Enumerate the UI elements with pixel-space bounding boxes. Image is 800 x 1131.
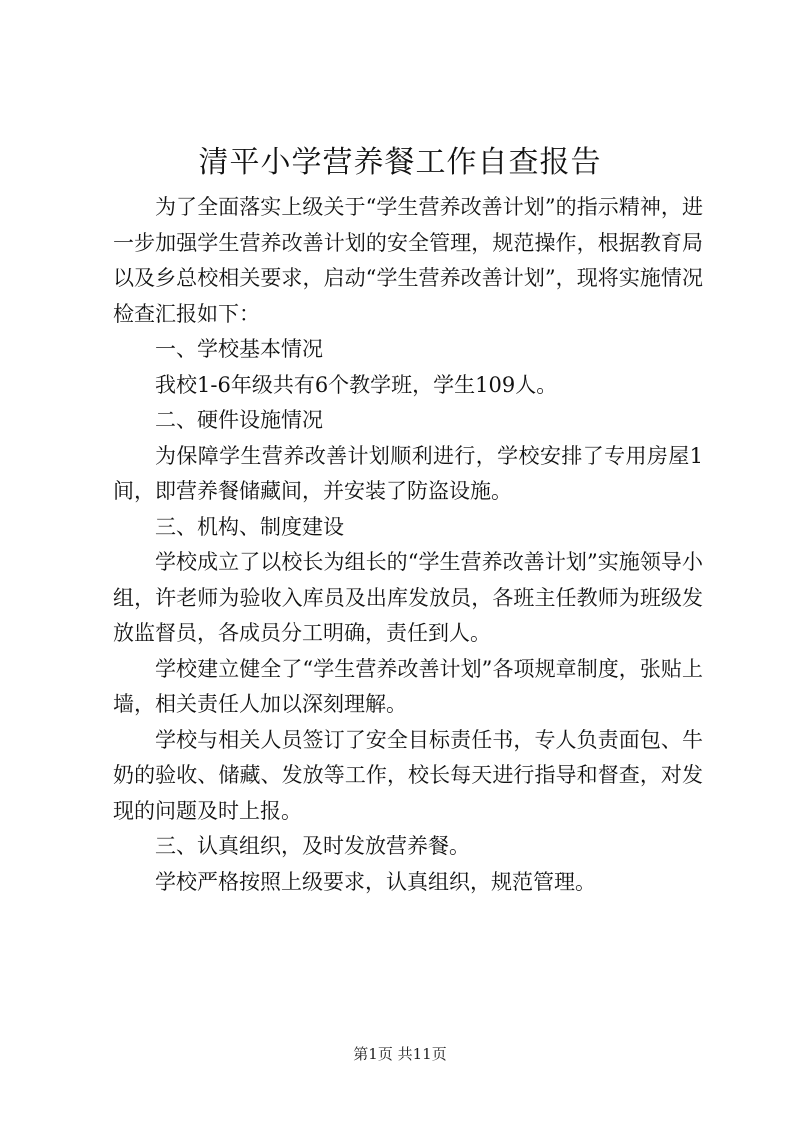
- document-title: 清平小学营养餐工作自查报告: [198, 145, 602, 180]
- paragraph-intro: 为了全面落实上级关于“学生营养改善计划”的指示精神，进一步加强学生营养改善计划的安全管理，规范操作，根据教育局以及乡总校相关要求，启动“学生营养改善计划”，现将实施情况检查汇报如下：: [113, 195, 703, 326]
- paragraph-management: 学校严格按照上级要求，认真组织，规范管理。: [155, 869, 596, 894]
- heading-hardware-facilities: 二、硬件设施情况: [155, 408, 323, 432]
- page-footer: 第1页 共11页: [353, 1045, 447, 1063]
- paragraph-hardware: 为保障学生营养改善计划顺利进行，学校安排了专用房屋1间，即营养餐储藏间，并安装了防盗设施。: [113, 443, 703, 503]
- paragraph-school-info: 我校1-6年级共有6个教学班，学生109人。: [155, 372, 558, 397]
- paragraph-regulations: 学校建立健全了“学生营养改善计划”各项规章制度，张贴上墙，相关责任人加以深刻理解。: [113, 656, 703, 716]
- paragraph-responsibility: 学校与相关人员签订了安全目标责任书，专人负责面包、牛奶的验收、储藏、发放等工作，校长每天进行指导和督查，对发现的问题及时上报。: [113, 727, 703, 823]
- document-body: [113, 190, 703, 900]
- paragraph-leadership-group: 学校成立了以校长为组长的“学生营养改善计划”实施领导小组，许老师为验收入库员及出库发放员，各班主任教师为班级发放监督员，各成员分工明确，责任到人。: [113, 550, 703, 645]
- heading-school-basic-info: 一、学校基本情况: [155, 337, 323, 361]
- heading-organization-system: 三、机构、制度建设: [155, 514, 344, 539]
- heading-meal-distribution: 三、认真组织，及时发放营养餐。: [155, 834, 470, 858]
